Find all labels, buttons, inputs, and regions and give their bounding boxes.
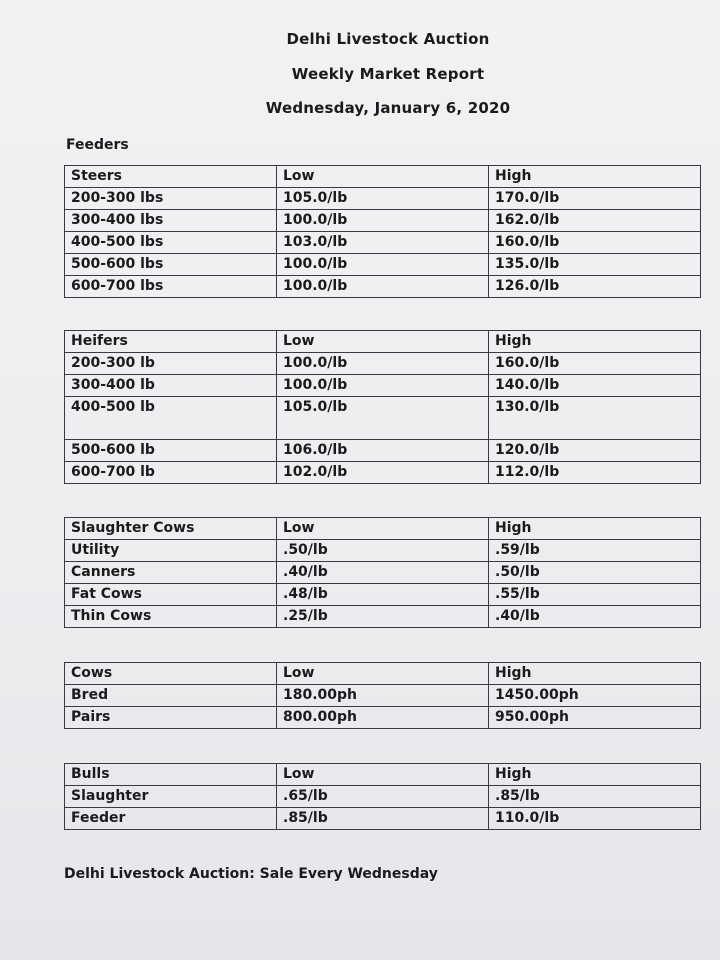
table-cell: 105.0/lb — [277, 397, 489, 440]
table-cell: 1450.00ph — [489, 685, 701, 707]
table-header-cell: Low — [277, 663, 489, 685]
table-cell: 300-400 lbs — [65, 210, 277, 232]
table-cell: 162.0/lb — [489, 210, 701, 232]
report-subtitle: Weekly Market Report — [291, 65, 485, 83]
table-cell: 400-500 lbs — [65, 232, 277, 254]
table-cell: 130.0/lb — [489, 397, 701, 440]
table-row — [65, 606, 701, 628]
report-date: Wednesday, January 6, 2020 — [265, 99, 511, 117]
footer-note: Delhi Livestock Auction: Sale Every Wednesday — [64, 866, 438, 882]
table-cell: 100.0/lb — [277, 210, 489, 232]
table-cell: Fat Cows — [65, 584, 277, 606]
table-row — [65, 562, 701, 584]
table-header-cell: Slaughter Cows — [65, 518, 277, 540]
table-row — [65, 707, 701, 729]
table-cell: 126.0/lb — [489, 276, 701, 298]
table-cell: 100.0/lb — [277, 276, 489, 298]
table-cell: 160.0/lb — [489, 353, 701, 375]
table-cell: .40/lb — [489, 606, 701, 628]
table-cell: 110.0/lb — [489, 808, 701, 830]
table-header-cell: Cows — [65, 663, 277, 685]
table-cell: 800.00ph — [277, 707, 489, 729]
table-cell: 120.0/lb — [489, 440, 701, 462]
section-label-feeders: Feeders — [66, 137, 129, 153]
bulls-table — [64, 763, 701, 830]
table-cell: 500-600 lbs — [65, 254, 277, 276]
table-cell: .55/lb — [489, 584, 701, 606]
table-row — [65, 440, 701, 462]
table-cell: 100.0/lb — [277, 254, 489, 276]
table-header-cell: High — [489, 518, 701, 540]
slaughter-cows-table — [64, 517, 701, 628]
table-cell: 106.0/lb — [277, 440, 489, 462]
table-cell: 112.0/lb — [489, 462, 701, 484]
table-cell: .25/lb — [277, 606, 489, 628]
table-row — [65, 353, 701, 375]
table-cell: Feeder — [65, 808, 277, 830]
table-cell: 140.0/lb — [489, 375, 701, 397]
table-cell: 200-300 lbs — [65, 188, 277, 210]
report-title: Delhi Livestock Auction — [286, 30, 490, 48]
table-header-cell: Low — [277, 166, 489, 188]
table-header-cell: Heifers — [65, 331, 277, 353]
table-cell: 135.0/lb — [489, 254, 701, 276]
table-cell: Slaughter — [65, 786, 277, 808]
table-row — [65, 462, 701, 484]
table-cell: .85/lb — [277, 808, 489, 830]
table-cell: Canners — [65, 562, 277, 584]
table-cell: 600-700 lb — [65, 462, 277, 484]
table-row — [65, 584, 701, 606]
table-cell: .50/lb — [489, 562, 701, 584]
table-cell: 300-400 lb — [65, 375, 277, 397]
table-cell: 100.0/lb — [277, 353, 489, 375]
table-cell: 200-300 lb — [65, 353, 277, 375]
table-cell: 600-700 lbs — [65, 276, 277, 298]
table-row — [65, 808, 701, 830]
table-row — [65, 188, 701, 210]
table-cell: 100.0/lb — [277, 375, 489, 397]
table-cell: .85/lb — [489, 786, 701, 808]
table-row — [65, 276, 701, 298]
table-cell: .65/lb — [277, 786, 489, 808]
table-header-row — [65, 166, 701, 188]
table-header-cell: High — [489, 331, 701, 353]
table-cell: 400-500 lb — [65, 397, 277, 440]
table-row — [65, 210, 701, 232]
cows-table — [64, 662, 701, 729]
table-cell: 170.0/lb — [489, 188, 701, 210]
table-header-cell: Low — [277, 764, 489, 786]
table-cell: Utility — [65, 540, 277, 562]
table-cell: 950.00ph — [489, 707, 701, 729]
table-cell: 160.0/lb — [489, 232, 701, 254]
table-header-cell: Low — [277, 518, 489, 540]
table-cell: 105.0/lb — [277, 188, 489, 210]
table-header-row — [65, 331, 701, 353]
steers-table — [64, 165, 701, 298]
table-header-cell: High — [489, 663, 701, 685]
table-cell: 102.0/lb — [277, 462, 489, 484]
table-row — [65, 254, 701, 276]
table-header-cell: Low — [277, 331, 489, 353]
table-row — [65, 232, 701, 254]
table-header-cell: Bulls — [65, 764, 277, 786]
table-cell: .48/lb — [277, 584, 489, 606]
table-cell: 103.0/lb — [277, 232, 489, 254]
table-cell: 180.00ph — [277, 685, 489, 707]
table-header-row — [65, 764, 701, 786]
heifers-table — [64, 330, 701, 484]
table-header-cell: Steers — [65, 166, 277, 188]
table-cell: .50/lb — [277, 540, 489, 562]
table-row — [65, 685, 701, 707]
table-cell: Pairs — [65, 707, 277, 729]
table-cell: Bred — [65, 685, 277, 707]
table-cell: Thin Cows — [65, 606, 277, 628]
table-header-cell: High — [489, 166, 701, 188]
table-cell: .59/lb — [489, 540, 701, 562]
table-row — [65, 397, 701, 440]
table-header-cell: High — [489, 764, 701, 786]
table-header-row — [65, 518, 701, 540]
table-cell: 500-600 lb — [65, 440, 277, 462]
table-cell: .40/lb — [277, 562, 489, 584]
table-header-row — [65, 663, 701, 685]
table-row — [65, 786, 701, 808]
table-row — [65, 375, 701, 397]
table-row — [65, 540, 701, 562]
